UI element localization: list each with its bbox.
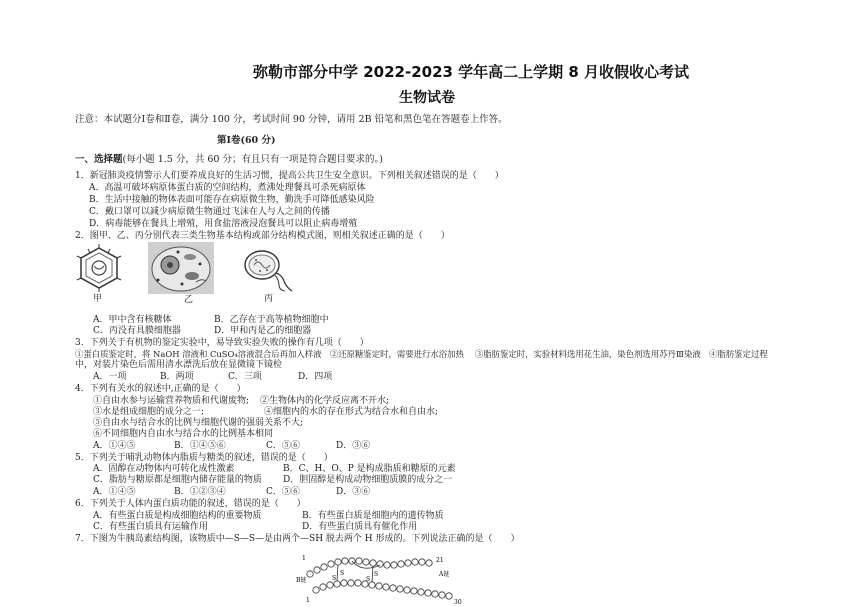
q6-option-b: B．有些蛋白质是细胞内的遗传物质	[302, 511, 444, 521]
q1-option-b: B．生活中接触的物体表面可能存在病原微生物，勤洗手可降低感染风险	[89, 195, 375, 205]
q2-option-a: A．甲中含有核糖体	[93, 315, 172, 325]
insulin-structure-figure	[296, 552, 468, 607]
q2-option-b: B．乙存在于高等植物细胞中	[214, 315, 329, 325]
part1-heading: 第Ⅰ卷(60 分)	[217, 135, 276, 146]
fig-label-yi: 乙	[184, 295, 194, 305]
exam-subtitle: 生物试卷	[399, 90, 455, 106]
q3-option-d: D．四项	[298, 372, 333, 382]
q3-option-c: C．三项	[228, 372, 262, 382]
q5-option-c: C．脂肪与糖原都是细胞内储存能量的物质	[93, 475, 262, 485]
insulin-label-b-chain: B链	[296, 577, 307, 584]
q4-item-4: ④细胞内的水的存在形式为结合水和自由水;	[264, 407, 439, 417]
q2-option-c: C．丙没有具膜细胞器	[93, 326, 181, 336]
insulin-label-a1: 1	[302, 555, 306, 562]
q3-option-a: A．一项	[93, 372, 127, 382]
q3-line1: ①蛋白质鉴定时，将 NaOH 溶液和 CuSO₄溶液混合后再加入样液 ②还原糖鉴定时，需要进行水浴加热 ③脂肪鉴定时，实验材料选用花生油，染色剂选用苏丹Ⅲ染液 ④脂肪鉴定过程	[75, 349, 768, 359]
q4-option-c: C．⑤⑥	[266, 441, 300, 451]
q1-option-d: D．病毒能够在餐具上增殖，用食盐溶液浸泡餐具可以阻止病毒增殖	[89, 219, 358, 229]
insulin-label-b30: 30	[454, 599, 462, 606]
bacterium-figure	[240, 243, 296, 293]
q4-item-5: ⑤自由水与结合水的比例与细胞代谢的强弱关系不大;	[93, 418, 304, 428]
section1-note: (每小题 1.5 分，共 60 分；有且只有一项是符合题目要求的。)	[122, 154, 383, 165]
q4-item-1: ①自由水参与运输营养物质和代谢废物;	[93, 396, 250, 406]
q4-option-a: A．①④⑤	[93, 441, 136, 451]
q1-stem: 1．新冠肺炎疫情警示人们要养成良好的生活习惯，提高公共卫生安全意识。下列相关叙述错误的是（ ）	[75, 171, 504, 181]
q6-option-d: D．有些蛋白质具有催化作用	[302, 522, 418, 532]
fig-label-jia: 甲	[93, 294, 103, 304]
insulin-label-b1: 1	[306, 597, 310, 604]
q2-option-d: D．甲和丙是乙的细胞器	[214, 326, 312, 336]
q6-option-c: C．有些蛋白质具有运输作用	[93, 522, 208, 532]
q4-option-b: B．①④⑤⑥	[174, 441, 226, 451]
insulin-label-s2: S	[374, 571, 379, 578]
section1-heading	[75, 154, 383, 166]
insulin-label-s3: S	[332, 575, 337, 582]
q5-stem: 5．下列关于哺乳动物体内脂质与糖类的叙述，错误的是（ ）	[75, 453, 333, 463]
q6-option-a: A．有些蛋白质是构成细胞结构的重要物质	[93, 511, 262, 521]
q2-stem: 2．图甲、乙、丙分别代表三类生物基本结构或部分结构模式图，则相关叙述正确的是（ ）	[75, 231, 450, 241]
q4-item-2: ②生物体内的化学反应离不开水;	[260, 396, 390, 406]
exam-title: 弥勒市部分中学 2022-2023 学年高二上学期 8 月收假收心考试	[253, 63, 690, 81]
q4-option-d: D．③⑥	[336, 441, 371, 451]
q5-choice-d: D．③⑥	[336, 487, 371, 497]
section1-label: 一、选择题	[75, 154, 123, 165]
cell-figure	[148, 242, 214, 294]
insulin-label-s1: S	[340, 570, 345, 577]
q3-line2: 中，对装片染色后需用清水漂洗后放在显微镜下镜检	[75, 360, 283, 370]
q5-choice-c: C．⑤⑥	[266, 487, 300, 497]
exam-notice: 注意：本试题分Ⅰ卷和Ⅱ卷，满分 100 分，考试时间 90 分钟，请用 2B 铅笔和黑色笔在答题卷上作答。	[75, 114, 508, 125]
q5-option-b: B．C、H、O、P 是构成脂质和糖原的元素	[283, 464, 456, 474]
q4-stem: 4．下列有关水的叙述中,正确的是（ ）	[75, 384, 246, 394]
q5-option-d: D．胆固醇是构成动物细胞质膜的成分之一	[283, 475, 453, 485]
q5-choice-b: B．①②③④	[174, 487, 226, 497]
insulin-label-a-chain: A链	[439, 571, 450, 578]
q5-choice-a: A．①④⑤	[93, 487, 136, 497]
q1-option-a: A．高温可破坏病原体蛋白质的空间结构，煮沸处理餐具可杀死病原体	[89, 183, 366, 193]
q5-option-a: A．固醇在动物体内可转化成性激素	[93, 464, 235, 474]
virus-figure	[74, 244, 124, 292]
q6-stem: 6．下列关于人体内蛋白质功能的叙述，错误的是（ ）	[75, 499, 306, 509]
q4-item-3: ③水是组成细胞的成分之一;	[93, 407, 205, 417]
q1-option-c: C．戴口罩可以减少病原微生物通过飞沫在人与人之间的传播	[89, 207, 330, 217]
insulin-label-a21: 21	[436, 557, 444, 564]
q4-item-6: ⑥不同细胞内自由水与结合水的比例基本相同	[93, 429, 274, 439]
q3-stem: 3．下列关于有机物的鉴定实验中，易导致实验失败的操作有几项（ ）	[75, 338, 369, 348]
insulin-label-s4: S	[366, 576, 371, 583]
fig-label-bing: 丙	[264, 294, 274, 304]
q3-option-b: B．两项	[160, 372, 194, 382]
q7-stem: 7．下图为牛胰岛素结构图，该物质中—S—S—是由两个—SH 脱去两个 H 形成的。下列说法正确的是（ ）	[75, 534, 520, 544]
